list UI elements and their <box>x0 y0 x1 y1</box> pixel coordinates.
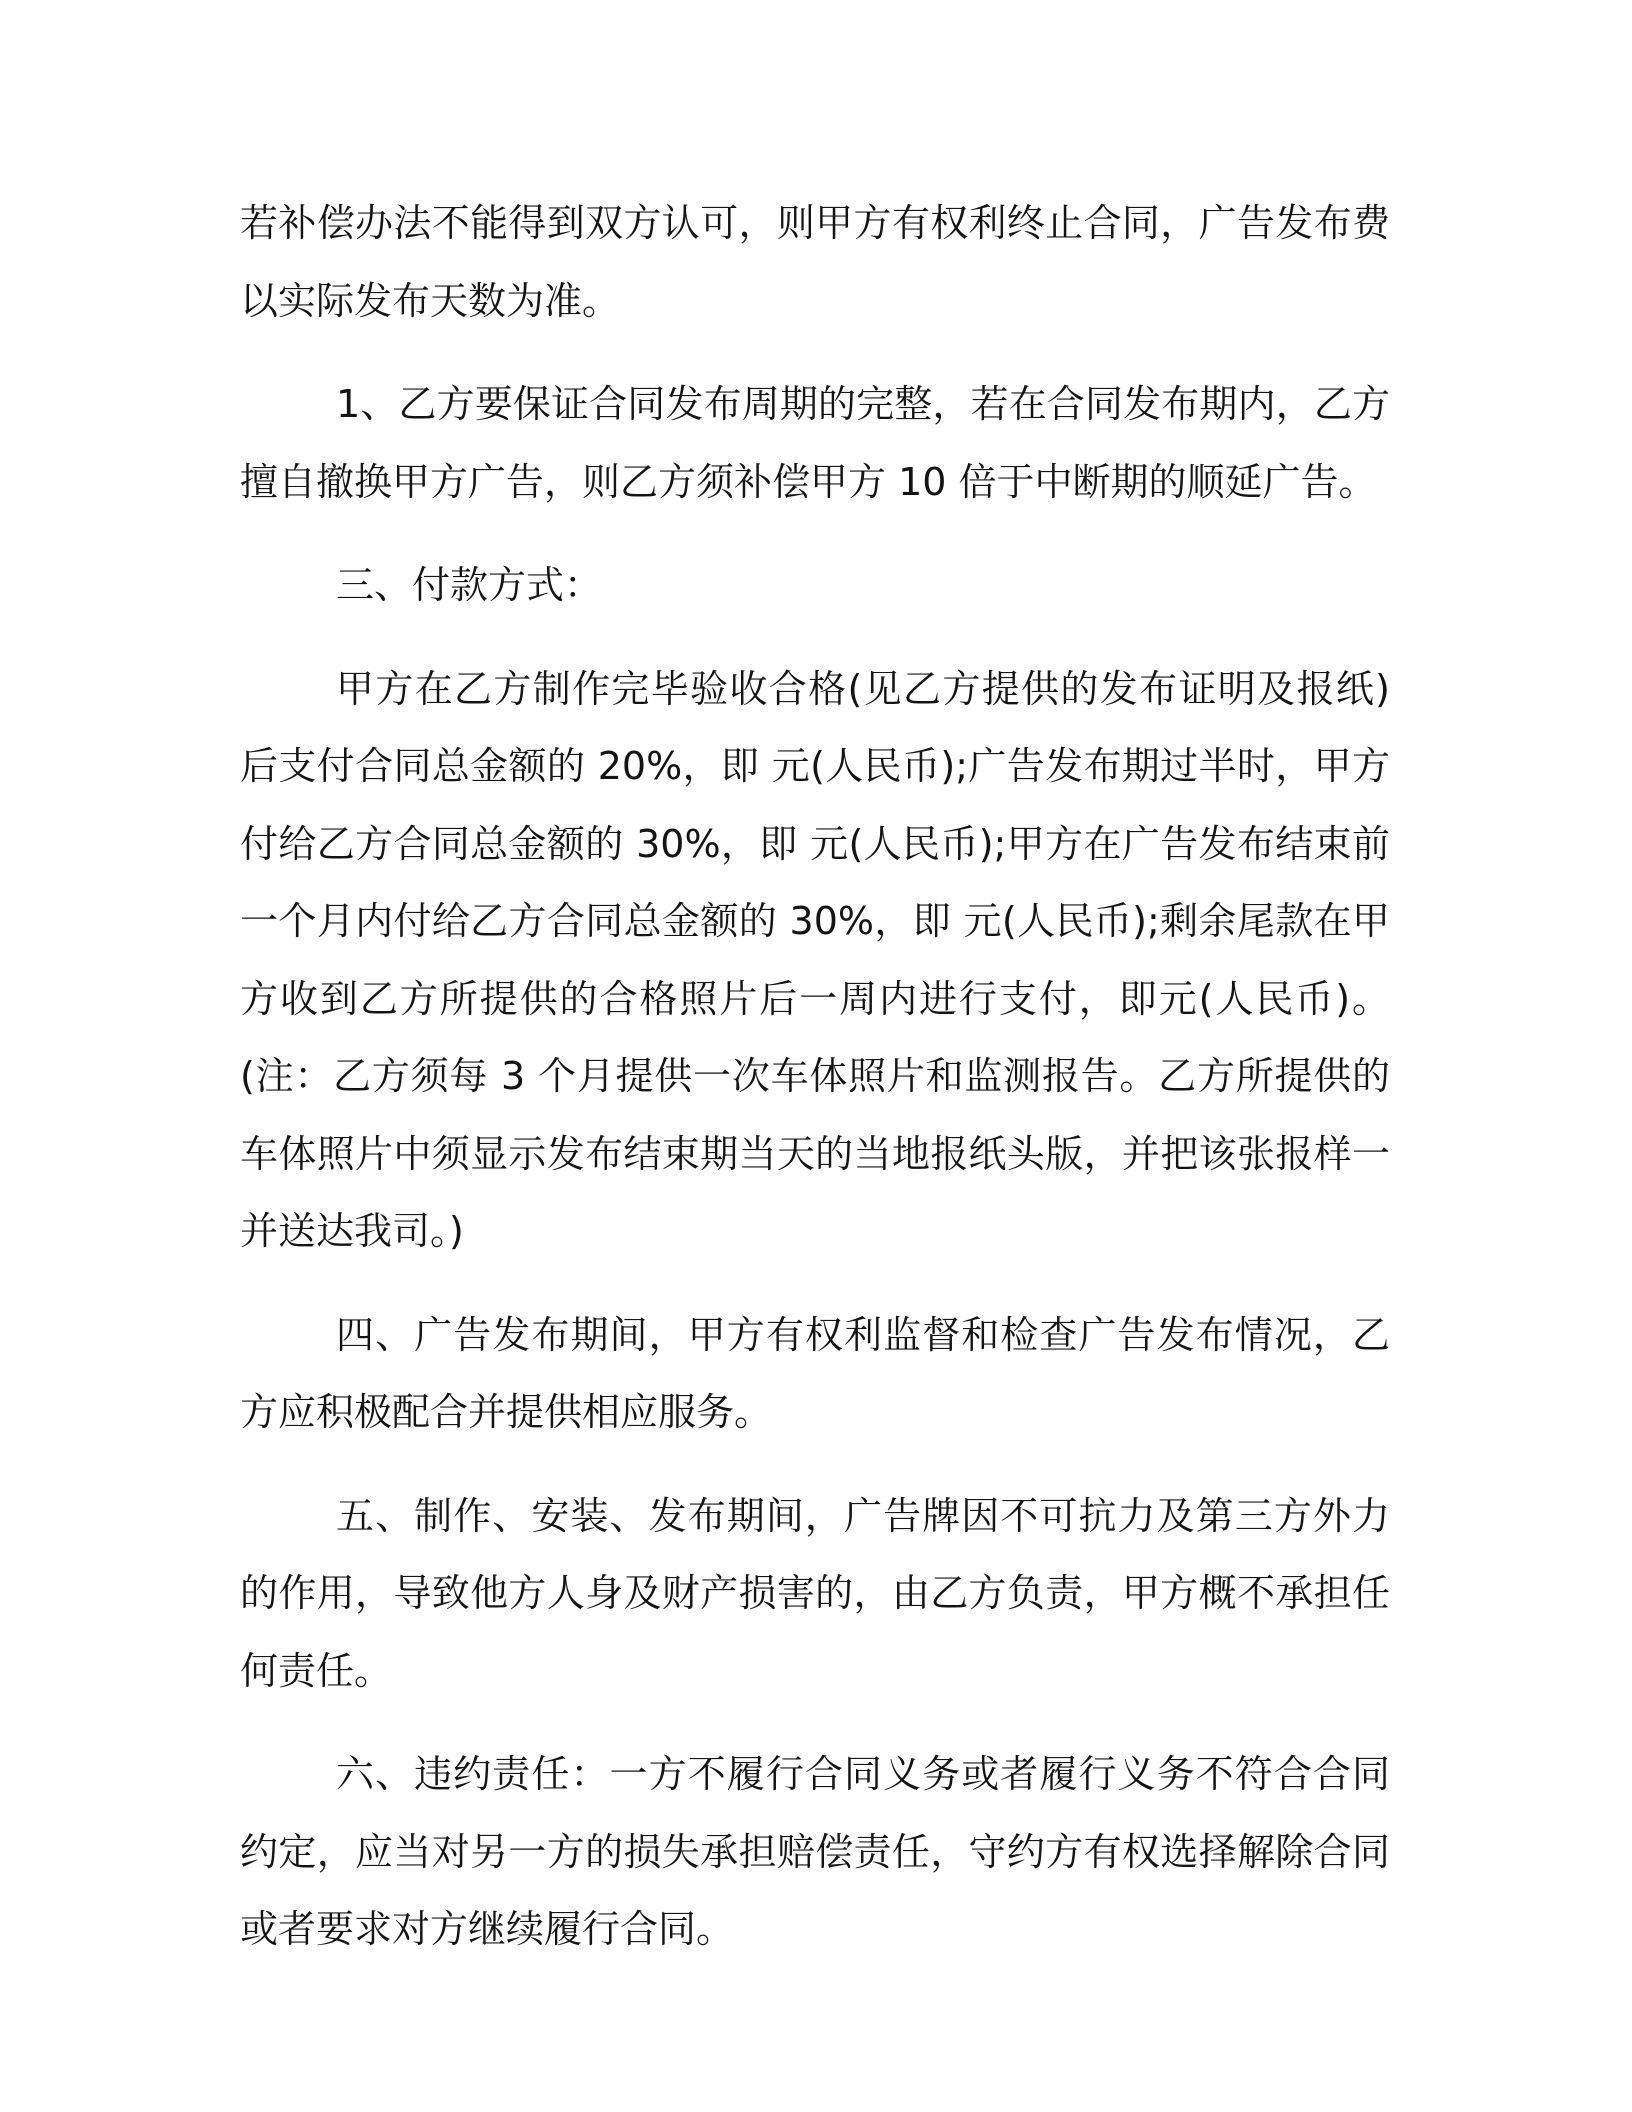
paragraph-section-6: 六、违约责任：一方不履行合同义务或者履行义务不符合合同约定，应当对另一方的损失承担赔偿责任，守约方有权选择解除合同或者要求对方继续履行合同。 <box>240 1752 1390 1951</box>
paragraph-section-5: 五、制作、安装、发布期间，广告牌因不可抗力及第三方外力的作用，导致他方人身及财产损害的，由乙方负责，甲方概不承担任何责任。 <box>240 1493 1390 1693</box>
paragraph-section-4: 四、广告发布期间，甲方有权利监督和检查广告发布情况，乙方应积极配合并提供相应服务。 <box>240 1312 1390 1434</box>
paragraph-payment-terms: 甲方在乙方制作完毕验收合格(见乙方提供的发布证明及报纸)后支付合同总金额的 20%，即 元(人民币);广告发布期过半时，甲方付给乙方合同总金额的 30%，即 元(人民币);甲方在广告发布结束前一个月内付给乙方合同总金额的 30%，即 元(人民币);剩余尾款在甲方收到乙方所提供的合格照片后一周内进行支付，即元(人民币)。(注：乙方须每 3 个月提供一次车体照片和监测报告。乙方所提供的车体照片中须显示发布结束期当天的当地报纸头版，并把该张报样一并送达我司。) <box>240 666 1390 1253</box>
paragraph-clause-1: 1、乙方要保证合同发布周期的完整，若在合同发布期内，乙方擅自撤换甲方广告，则乙方须补偿甲方 10 倍于中断期的顺延广告。 <box>240 382 1390 504</box>
section-heading-payment: 三、付款方式： <box>336 563 603 607</box>
paragraph-continuation: 若补偿办法不能得到双方认可，则甲方有权利终止合同，广告发布费以实际发布天数为准。 <box>240 201 1390 323</box>
document-body <box>240 185 1390 1995</box>
